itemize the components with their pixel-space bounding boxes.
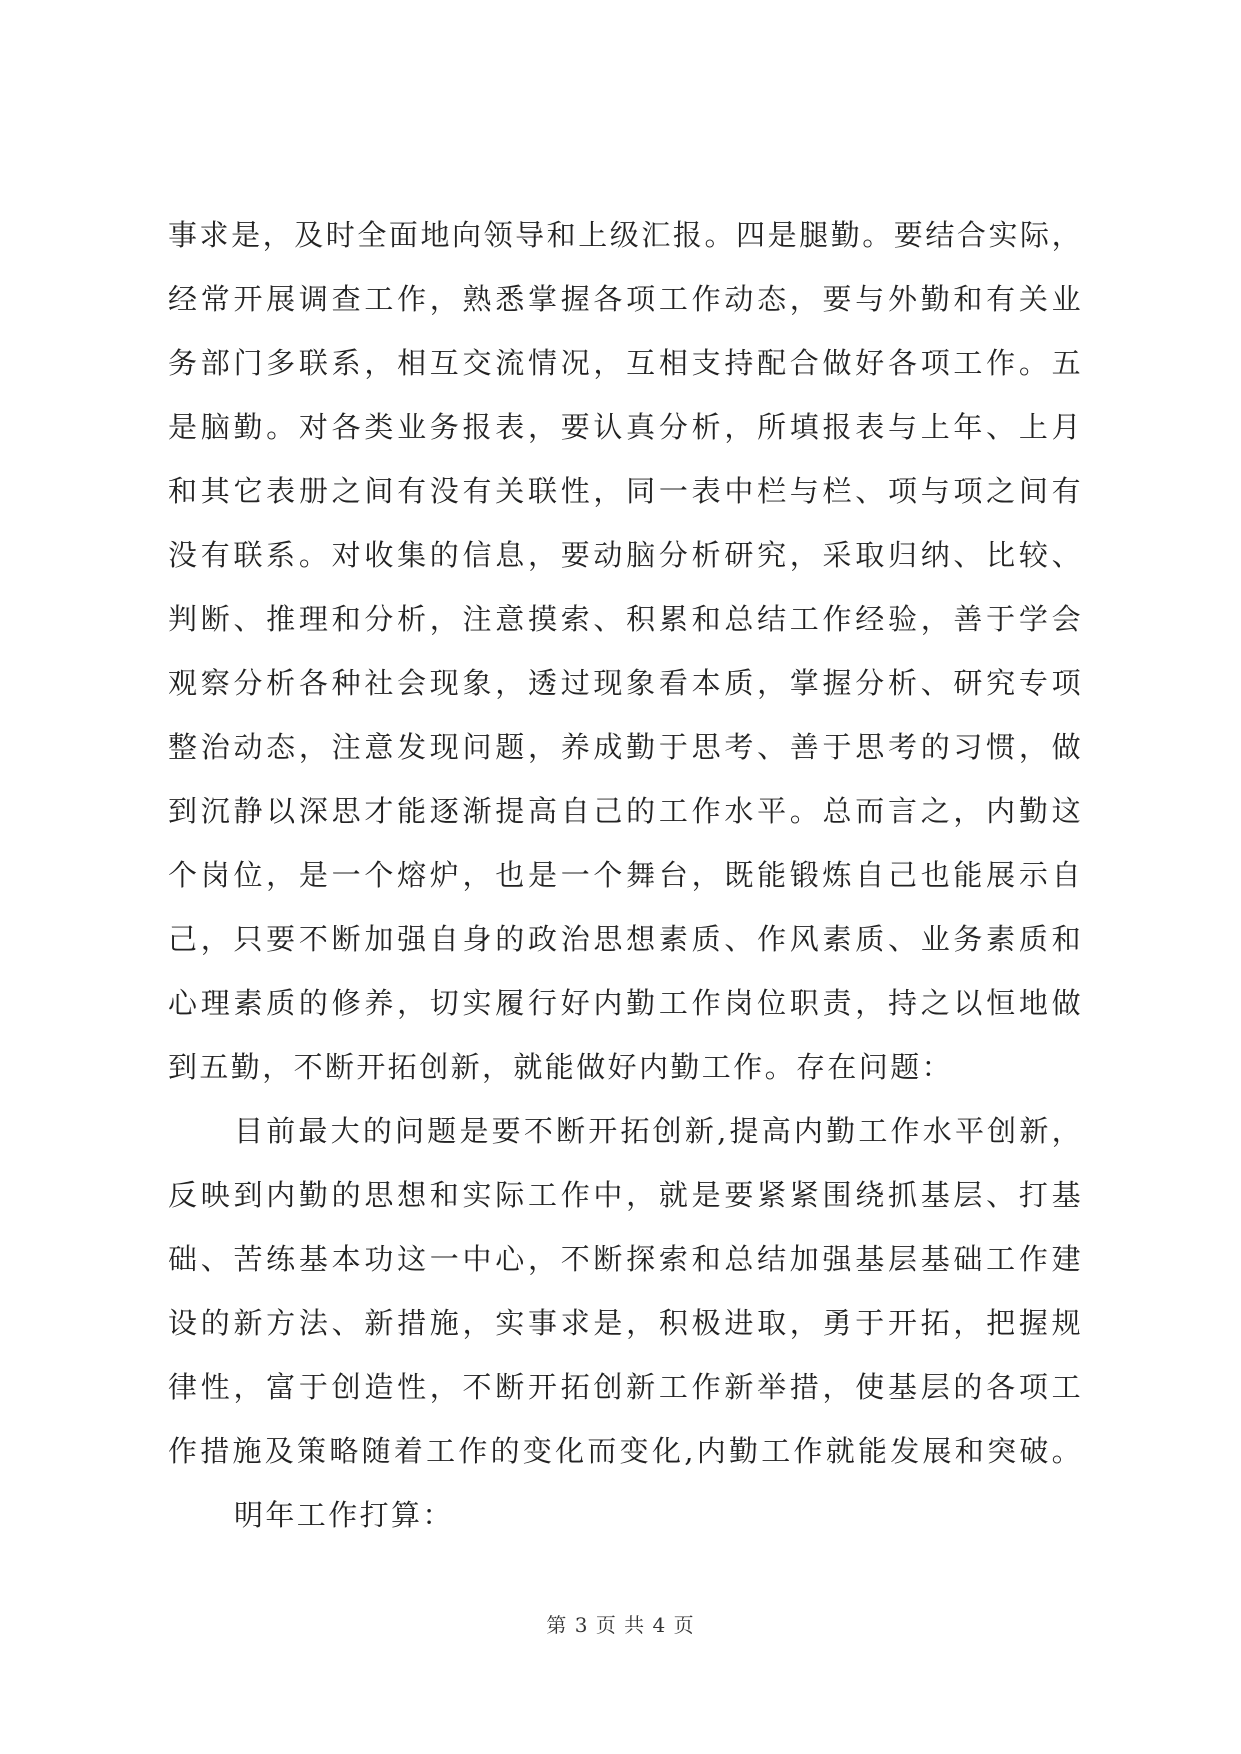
text-line: 是脑勤。对各类业务报表，要认真分析，所填报表与上年、上月 <box>168 410 1083 444</box>
text-line: 设的新方法、新措施，实事求是，积极进取，勇于开拓，把握规 <box>168 1306 1083 1340</box>
text-line: 到沉静以深思才能逐渐提高自己的工作水平。总而言之，内勤这 <box>168 794 1083 828</box>
text-line: 务部门多联系，相互交流情况，互相支持配合做好各项工作。五 <box>168 346 1083 380</box>
text-line: 没有联系。对收集的信息，要动脑分析研究，采取归纳、比较、 <box>168 538 1083 572</box>
text-line: 反映到内勤的思想和实际工作中，就是要紧紧围绕抓基层、打基 <box>168 1178 1083 1212</box>
text-line: 律性，富于创造性，不断开拓创新工作新举措，使基层的各项工 <box>168 1370 1083 1404</box>
text-line: 个岗位，是一个熔炉，也是一个舞台，既能锻炼自己也能展示自 <box>168 858 1083 892</box>
text-line: 到五勤，不断开拓创新，就能做好内勤工作。存在问题： <box>168 1050 954 1084</box>
page-footer: 第 3 页 共 4 页 <box>546 1613 695 1637</box>
text-line: 目前最大的问题是要不断开拓创新,提高内勤工作水平创新， <box>234 1114 1083 1148</box>
text-line: 明年工作打算： <box>234 1498 454 1532</box>
text-line: 己，只要不断加强自身的政治思想素质、作风素质、业务素质和 <box>168 922 1083 956</box>
text-line: 经常开展调查工作，熟悉掌握各项工作动态，要与外勤和有关业 <box>168 282 1083 316</box>
text-line: 判断、推理和分析，注意摸索、积累和总结工作经验，善于学会 <box>168 602 1083 636</box>
text-line: 事求是，及时全面地向领导和上级汇报。四是腿勤。要结合实际， <box>168 218 1083 252</box>
text-line: 整治动态，注意发现问题，养成勤于思考、善于思考的习惯，做 <box>168 730 1083 764</box>
text-line: 心理素质的修养，切实履行好内勤工作岗位职责，持之以恒地做 <box>168 986 1083 1020</box>
text-line: 础、苦练基本功这一中心，不断探索和总结加强基层基础工作建 <box>168 1242 1083 1276</box>
body-text <box>168 203 1083 1547</box>
text-line: 观察分析各种社会现象，透过现象看本质，掌握分析、研究专项 <box>168 666 1083 700</box>
text-line: 作措施及策略随着工作的变化而变化,内勤工作就能发展和突破。 <box>168 1434 1083 1468</box>
text-line: 和其它表册之间有没有关联性，同一表中栏与栏、项与项之间有 <box>168 474 1083 508</box>
